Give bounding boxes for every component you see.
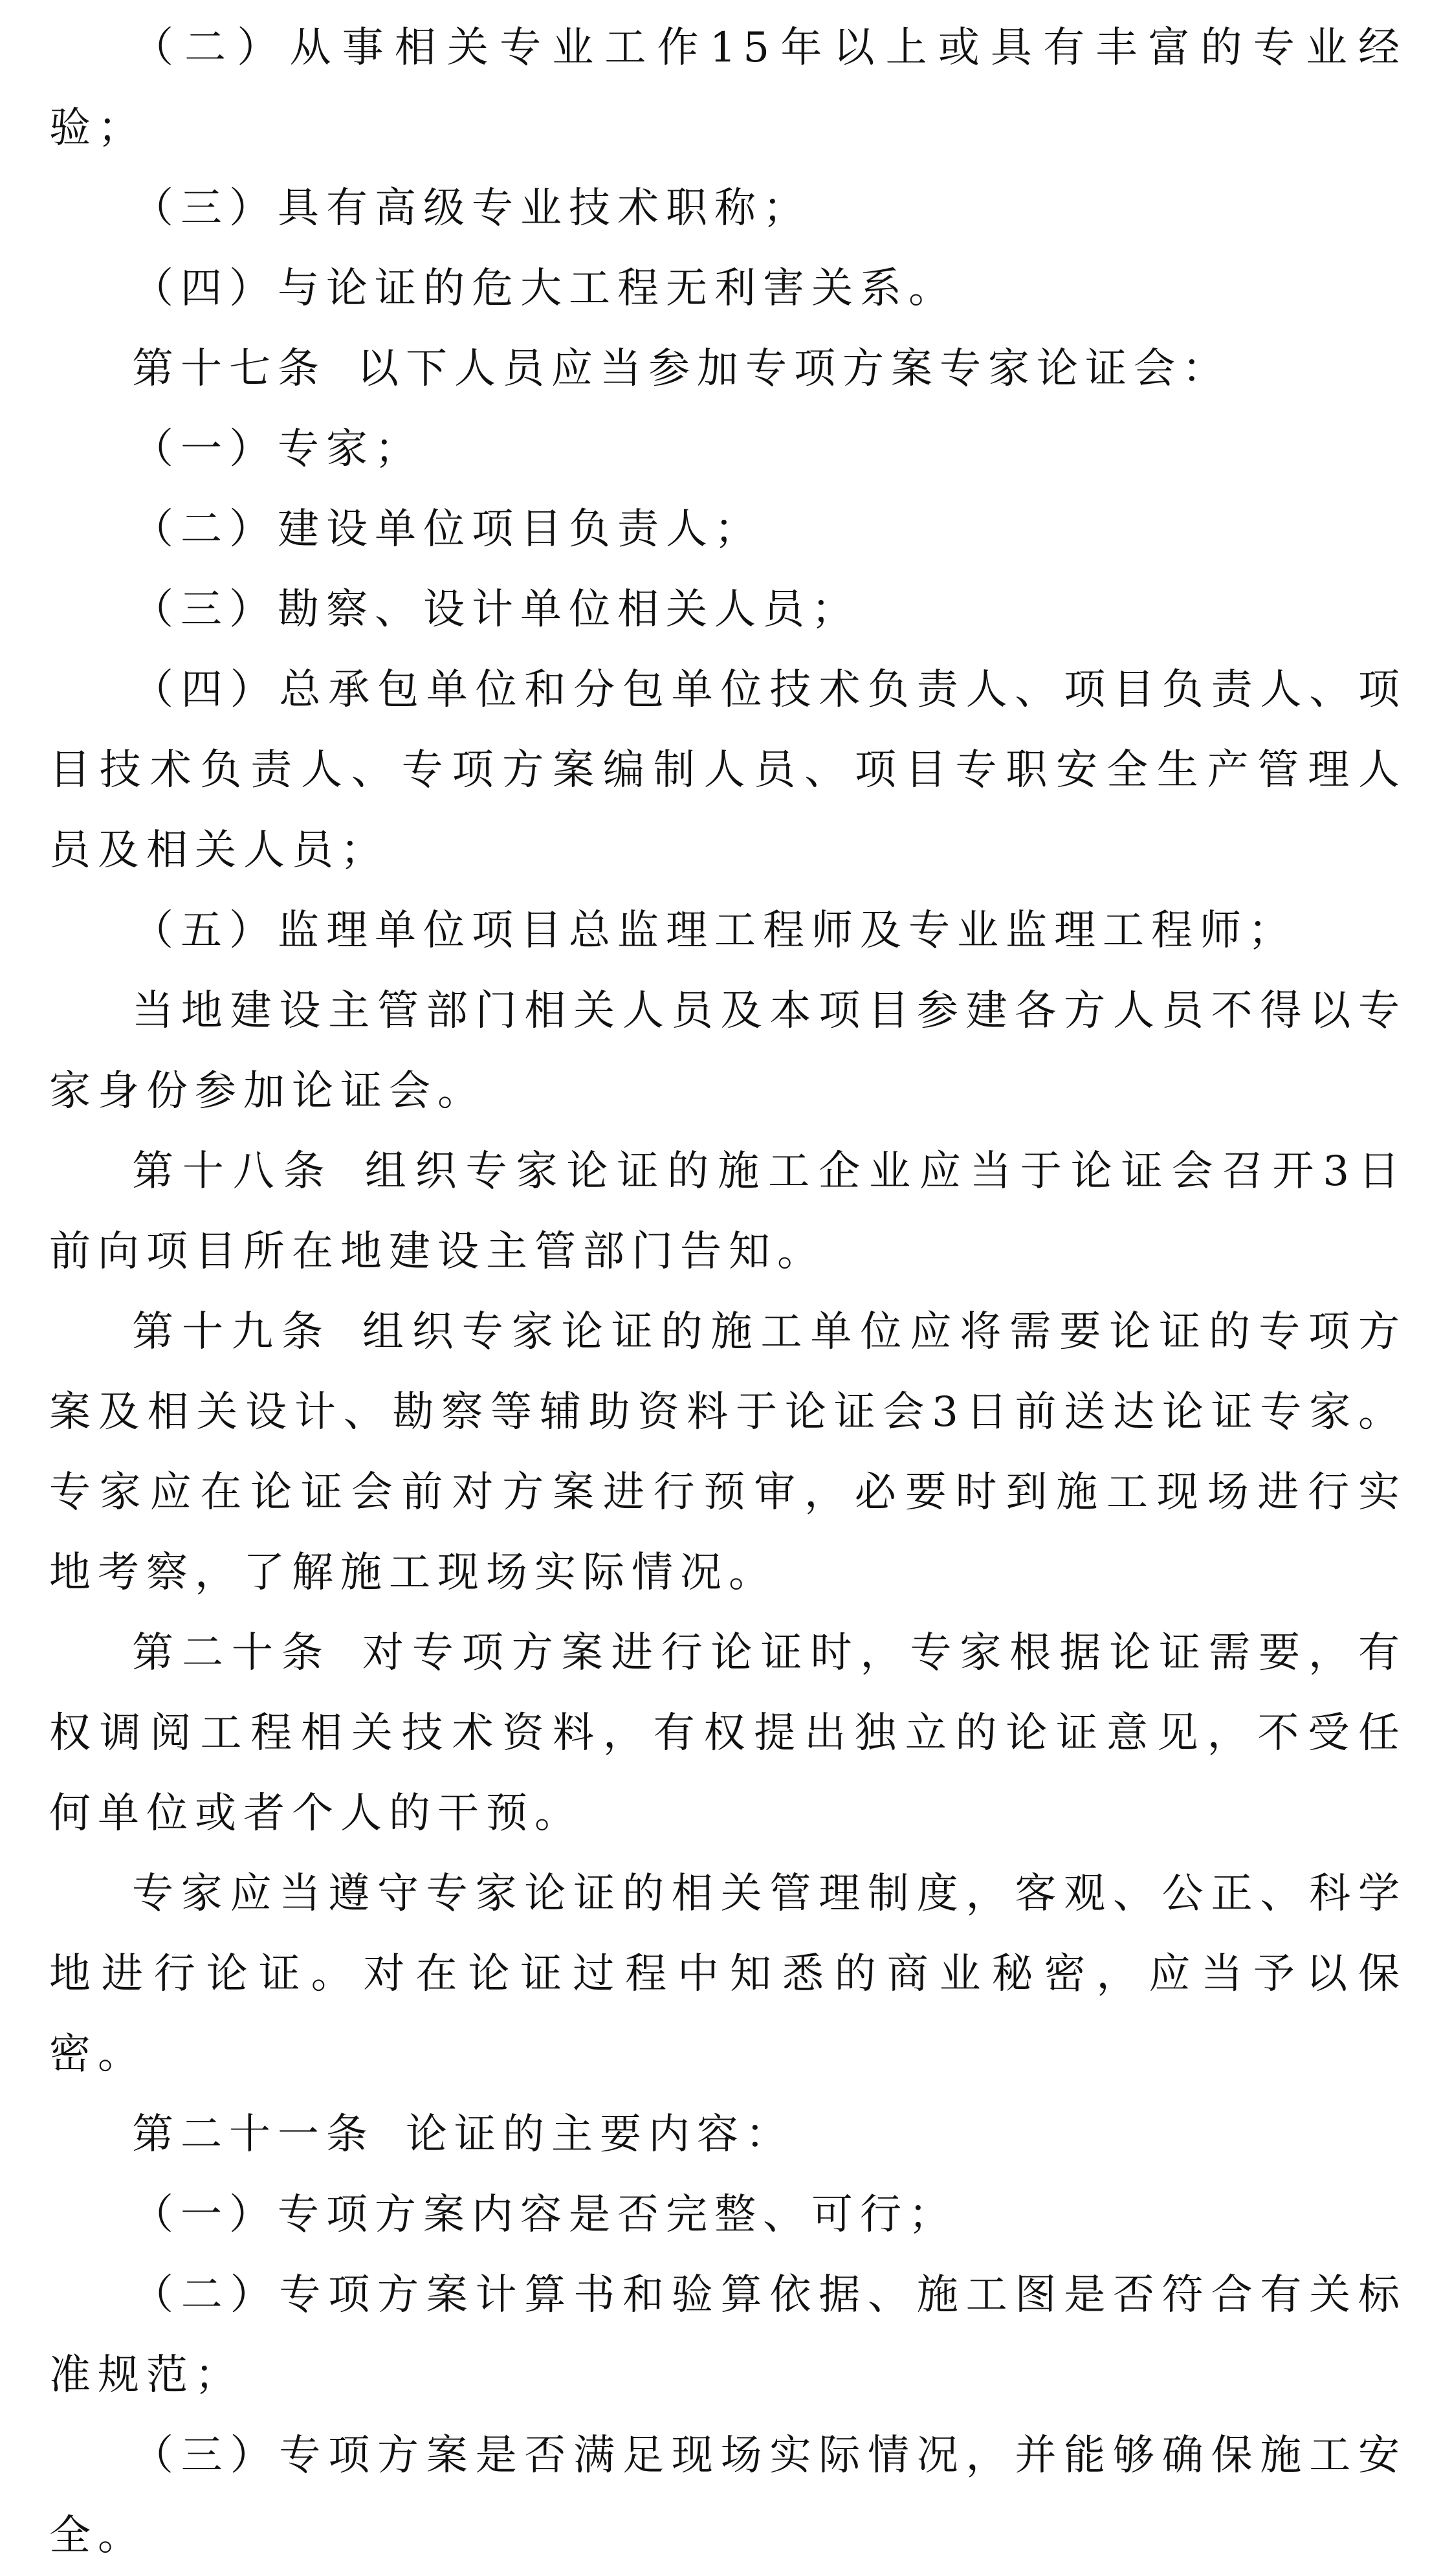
list-item xyxy=(49,8,1407,168)
paragraph-text: 组织专家论证的施工企业应当于论证会召开3日前向项目所在地建设主管部门告知。 xyxy=(49,1148,1407,1276)
paragraph-text: （一）专项方案内容是否完整、可行； xyxy=(132,2191,957,2239)
list-item xyxy=(49,2255,1407,2415)
paragraph-text: （二）专项方案计算书和验算依据、施工图是否符合有关标准规范； xyxy=(49,2271,1407,2399)
list-item xyxy=(49,489,1407,570)
list-item xyxy=(49,2415,1407,2576)
paragraph-text: （三）勘察、设计单位相关人员； xyxy=(132,586,860,634)
article-paragraph xyxy=(49,1292,1407,1613)
article-paragraph xyxy=(49,1131,1407,1292)
article-number: 第二十条 xyxy=(132,1629,331,1677)
paragraph-text: 当地建设主管部门相关人员及本项目参建各方人员不得以专家身份参加论证会。 xyxy=(49,987,1407,1115)
list-item xyxy=(49,2175,1407,2255)
list-item xyxy=(49,409,1407,489)
paragraph-text: （三）具有高级专业技术职称； xyxy=(132,184,811,232)
paragraph-text: （四）总承包单位和分包单位技术负责人、项目负责人、项目技术负责人、专项方案编制人员、项目专职安全生产管理人员及相关人员； xyxy=(49,666,1407,874)
paragraph-text: （五）监理单位项目总监理工程师及专业监理工程师； xyxy=(132,907,1297,955)
paragraph-text: （一）专家； xyxy=(132,425,423,473)
body-paragraph xyxy=(49,971,1407,1131)
list-item xyxy=(49,249,1407,329)
paragraph-text: （二）从事相关专业工作15年以上或具有丰富的专业经验； xyxy=(49,24,1407,152)
list-item xyxy=(49,650,1407,891)
article-number: 第十八条 xyxy=(132,1148,334,1195)
paragraph-text: （四）与论证的危大工程无利害关系。 xyxy=(132,265,957,313)
article-paragraph xyxy=(49,329,1407,409)
paragraph-text: 论证的主要内容： xyxy=(406,2111,794,2159)
list-item xyxy=(49,168,1407,249)
paragraph-text: 以下人员应当参加专项方案专家论证会： xyxy=(357,345,1231,393)
paragraph-text: 对专项方案进行论证时，专家根据论证需要，有权调阅工程相关技术资料，有权提出独立的论证意见，不受任何单位或者个人的干预。 xyxy=(49,1629,1407,1838)
list-item xyxy=(49,570,1407,650)
article-paragraph xyxy=(49,1613,1407,1854)
article-number: 第十七条 xyxy=(132,345,326,393)
article-paragraph xyxy=(49,2094,1407,2175)
paragraph-text: 专家应当遵守专家论证的相关管理制度，客观、公正、科学地进行论证。对在论证过程中知悉的商业秘密，应当予以保密。 xyxy=(49,1870,1407,2078)
paragraph-text: 组织专家论证的施工单位应将需要论证的专项方案及相关设计、勘察等辅助资料于论证会3日前送达论证专家。专家应在论证会前对方案进行预审，必要时到施工现场进行实地考察，了解施工现场实际情况。 xyxy=(49,1308,1407,1597)
paragraph-text: （二）建设单位项目负责人； xyxy=(132,505,763,553)
paragraph-text: （三）专项方案是否满足现场实际情况，并能够确保施工安全。 xyxy=(49,2432,1407,2560)
body-paragraph xyxy=(49,1854,1407,2094)
list-item xyxy=(49,891,1407,971)
article-number: 第十九条 xyxy=(132,1308,331,1356)
article-number: 第二十一条 xyxy=(132,2111,375,2159)
